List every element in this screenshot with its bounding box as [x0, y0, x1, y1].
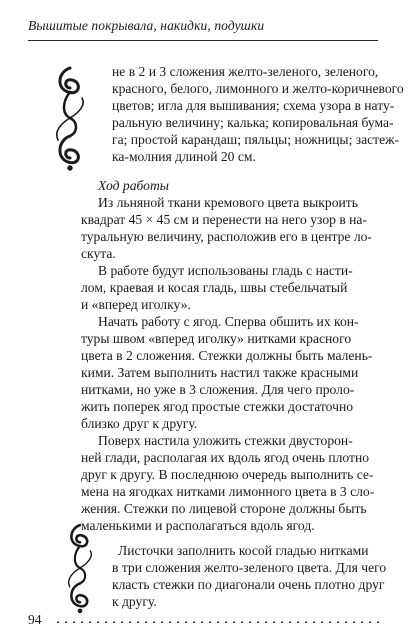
text-line: квадрат 45 × 45 см и перенести на него узор в на- — [81, 212, 367, 227]
text-line: ней глади, располагая их вдоль ягод очень плотно — [81, 450, 370, 465]
header-rule — [28, 40, 378, 41]
text-line: друг к другу. В последнюю очередь выполнить се- — [81, 467, 374, 482]
text-line: жить поперек ягод простые стежки достаточно — [81, 399, 354, 414]
text-line: не в 2 и 3 сложения желто-зеленого, зеленого, — [112, 64, 379, 79]
text-line: класть стежки по диагонали очень плотно друг — [112, 577, 385, 592]
text-line: маленькими и располагаться вдоль ягод. — [81, 518, 315, 533]
scroll-ornament-icon — [60, 520, 100, 616]
scroll-ornament-icon — [50, 62, 90, 174]
page-footer — [28, 612, 388, 632]
text-line: мена на ягодках нитками лимонного цвета в 3 сло- — [81, 484, 375, 499]
text-line: га; простой карандаш; пяльцы; ножницы; застеж- — [112, 132, 400, 147]
section-heading: Ход работы — [98, 178, 169, 193]
text-line: туральную величину, расположив его в центре ло- — [81, 229, 372, 244]
text-line: В работе будут использованы гладь с насти- — [98, 263, 353, 278]
text-line: Начать работу с ягод. Сперва обшить их кон- — [98, 314, 359, 329]
text-line: кими. Затем выполнить настил также красными — [81, 365, 359, 380]
text-line: красного, белого, лимонного и желто-коричневого — [112, 81, 404, 96]
text-line: ральную величину; калька; копировальная бума- — [112, 115, 394, 130]
text-line: Листочки заполнить косой гладью нитками — [118, 543, 369, 558]
text-line: к другу. — [112, 594, 157, 609]
text-line: в три сложения желто-зеленого цвета. Для чего — [112, 560, 387, 575]
text-line: лом, краевая и косая гладь, швы стебельчатый — [81, 280, 348, 295]
text-line: цветов; игла для вышивания; схема узора в нату- — [112, 98, 395, 113]
running-title: Вышитые покрывала, накидки, подушки — [28, 18, 265, 33]
text-line: скута. — [81, 246, 116, 261]
text-line: и «вперед иголку». — [81, 297, 191, 312]
dotted-rule — [54, 621, 384, 623]
text-line: туры швом «вперед иголку» нитками красного — [81, 331, 352, 346]
text-line: цвета в 2 сложения. Стежки должны быть малень- — [81, 348, 373, 363]
text-line: Из льняной ткани кремового цвета выкроить — [98, 195, 358, 210]
text-line: нитками, но уже в 3 сложения. Для чего проло- — [81, 382, 355, 397]
text-line: близко друг к другу. — [81, 416, 198, 431]
text-line: жения. Стежки по лицевой стороне должны быть — [81, 501, 367, 516]
text-line: Поверх настила уложить стежки двусторон- — [98, 433, 353, 448]
page-number: 94 — [28, 612, 42, 627]
text-line: ка-молния длиной 20 см. — [112, 149, 256, 164]
